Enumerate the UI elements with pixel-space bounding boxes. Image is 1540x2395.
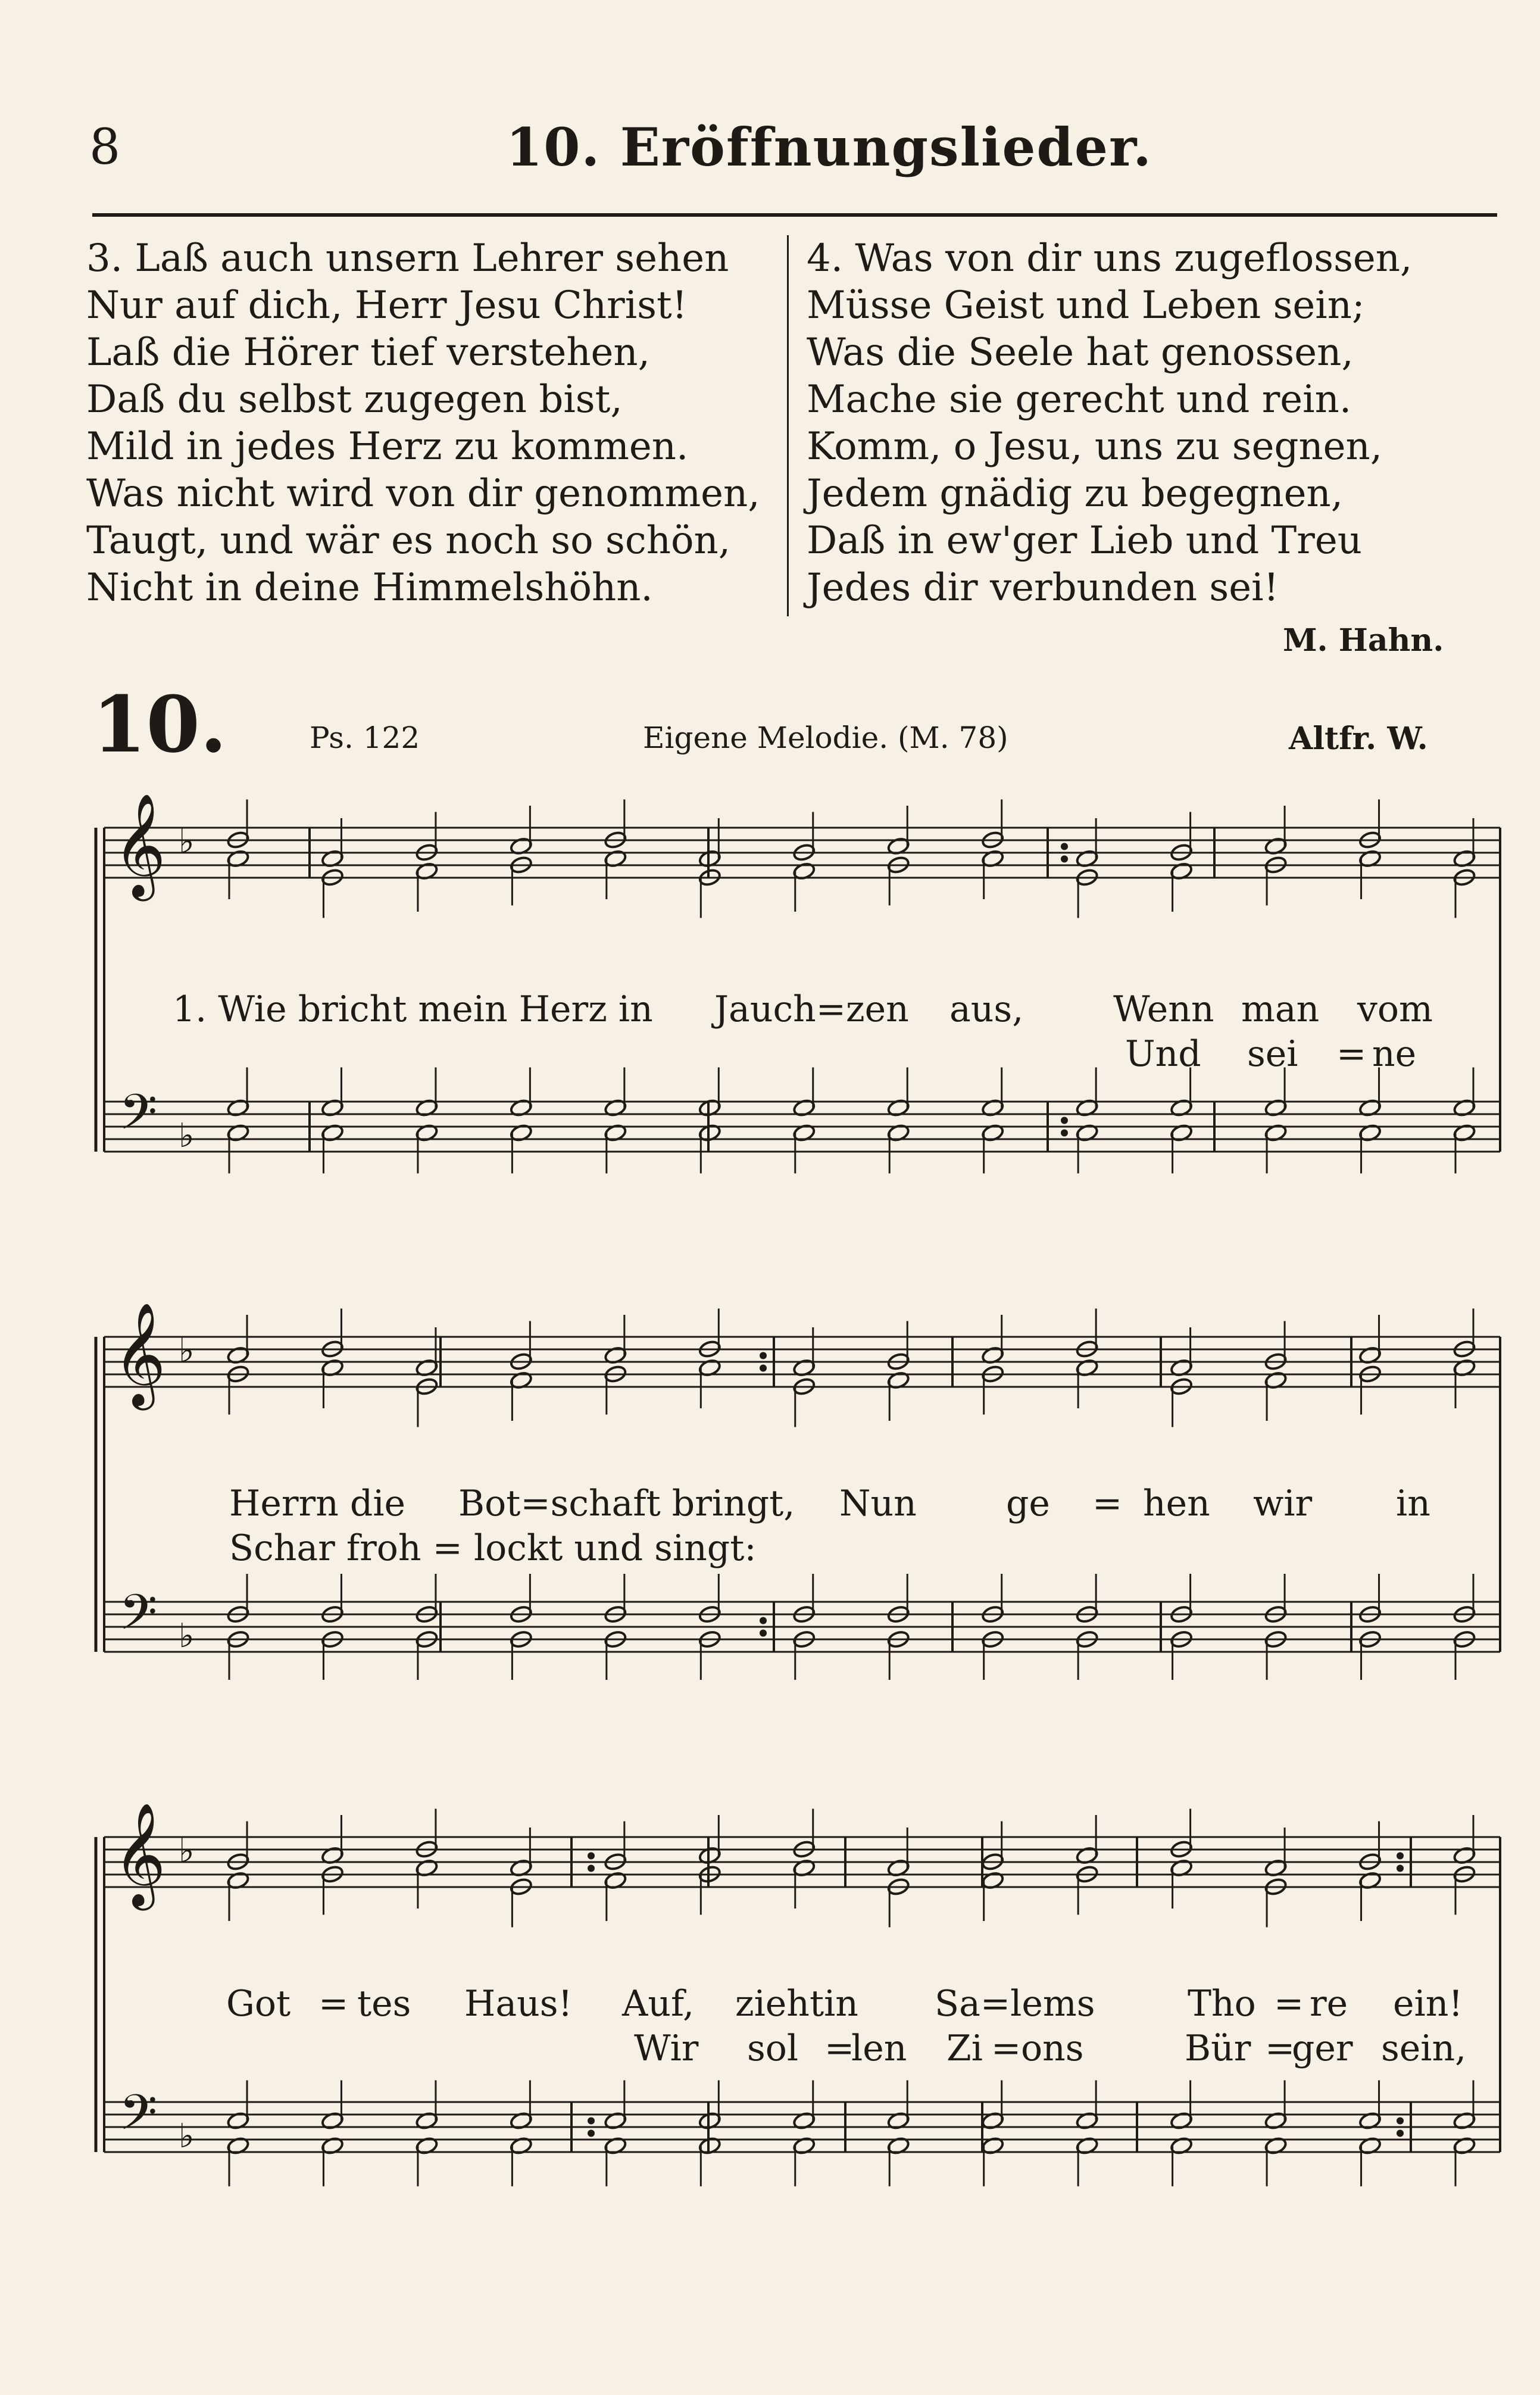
- lyric-syllable: ne: [1372, 1033, 1417, 1075]
- lyric-syllable: Tho: [1188, 1983, 1256, 2025]
- repeat-dot: [1061, 856, 1068, 863]
- flat-sign-icon: ♭: [179, 1117, 195, 1155]
- lyric-syllable: sei: [1247, 1033, 1298, 1075]
- flat-sign-icon: ♭: [179, 1617, 195, 1655]
- verse-line: Jedes dir verbunden sei!: [807, 566, 1279, 610]
- repeat-dot: [760, 1352, 767, 1359]
- lyric-syllable: Got: [226, 1983, 291, 2025]
- treble-clef-icon: 𝄞: [113, 1302, 166, 1406]
- lyric-syllable: Wir: [634, 2028, 699, 2069]
- flat-sign-icon: ♭: [179, 1832, 195, 1870]
- repeat-dot: [760, 1617, 767, 1624]
- lyric-syllable: in: [1396, 1483, 1430, 1524]
- flat-sign-icon: ♭: [179, 1331, 195, 1370]
- lyric-syllable: Bür: [1185, 2028, 1251, 2069]
- lyric-syllable: Bot=schaft bringt,: [458, 1483, 795, 1524]
- repeat-dot: [588, 2130, 595, 2137]
- lyric-syllable: 1. Wie bricht mein Herz in: [173, 988, 653, 1030]
- verse-line: Was die Seele hat genossen,: [807, 330, 1354, 375]
- repeat-dot: [1061, 1117, 1068, 1124]
- repeat-dot: [760, 1365, 767, 1372]
- hymn-number: 10.: [92, 679, 227, 770]
- verse-line: Mache sie gerecht und rein.: [807, 378, 1352, 422]
- verse-line: Nur auf dich, Herr Jesu Christ!: [86, 283, 688, 328]
- verse-line: Was nicht wird von dir genommen,: [86, 472, 760, 516]
- lyric-syllable: =: [1265, 2028, 1295, 2069]
- lyric-syllable: =: [1336, 1033, 1367, 1075]
- lyric-syllable: wir: [1253, 1483, 1313, 1524]
- verse-line: Daß in ew'ger Lieb und Treu: [807, 519, 1362, 563]
- lyric-syllable: sol: [747, 2028, 799, 2069]
- verse-line: Taugt, und wär es noch so schön,: [86, 519, 731, 563]
- lyric-syllable: Und: [1125, 1033, 1201, 1075]
- psalm-reference: Ps. 122: [310, 721, 420, 755]
- bass-clef-icon: 𝄢: [119, 1083, 158, 1153]
- lyric-syllable: Jauch=zen: [714, 988, 909, 1030]
- lyric-syllable: Auf,: [622, 1983, 695, 2025]
- lyric-syllable: Nun: [839, 1483, 917, 1524]
- verse-line: Daß du selbst zugegen bist,: [86, 378, 623, 422]
- lyric-syllable: vom: [1357, 988, 1433, 1030]
- lyric-syllable: =: [1092, 1483, 1123, 1524]
- lyric-syllable: tes: [357, 1983, 411, 2025]
- lyric-syllable: =: [991, 2028, 1022, 2069]
- lyric-syllable: ons: [1021, 2028, 1084, 2069]
- lyric-syllable: Haus!: [464, 1983, 573, 2025]
- lyric-syllable: =: [824, 2028, 855, 2069]
- page-number: 8: [89, 119, 121, 176]
- verse-line: Nicht in deine Himmelshöhn.: [86, 566, 653, 610]
- lyric-syllable: sein,: [1381, 2028, 1467, 2069]
- repeat-dot: [1397, 2118, 1404, 2125]
- lyric-syllable: aus,: [949, 988, 1024, 1030]
- repeat-dot: [760, 1630, 767, 1637]
- lyric-syllable: =: [1274, 1983, 1304, 2025]
- lyric-syllable: ein!: [1393, 1983, 1463, 2025]
- verse-line: Komm, o Jesu, uns zu segnen,: [807, 425, 1383, 469]
- repeat-dot: [1397, 1865, 1404, 1872]
- verse-line: Müsse Geist und Leben sein;: [807, 283, 1365, 328]
- flat-sign-icon: ♭: [179, 2117, 195, 2156]
- lyric-syllable: ge: [1006, 1483, 1050, 1524]
- lyric-syllable: hen: [1143, 1483, 1210, 1524]
- lyric-syllable: Schar froh = lockt und singt:: [229, 1527, 757, 1569]
- repeat-dot: [588, 1853, 595, 1860]
- repeat-dot: [1061, 843, 1068, 850]
- lyric-syllable: Zi: [947, 2028, 983, 2069]
- lyric-syllable: Sa=lems: [935, 1983, 1095, 2025]
- treble-clef-icon: 𝄞: [113, 1803, 166, 1906]
- repeat-dot: [1061, 1130, 1068, 1137]
- repeat-dot: [588, 2118, 595, 2125]
- lyric-syllable: man: [1241, 988, 1320, 1030]
- verse-author: M. Hahn.: [1283, 622, 1444, 659]
- repeat-dot: [588, 1865, 595, 1872]
- lyric-syllable: Herrn die: [229, 1483, 406, 1524]
- lyric-syllable: ziehtin: [735, 1983, 858, 2025]
- verse-line: Mild in jedes Herz zu kommen.: [86, 425, 689, 469]
- verse-line: 4. Was von dir uns zugeflossen,: [807, 236, 1413, 280]
- verse-line: 3. Laß auch unsern Lehrer sehen: [86, 236, 729, 280]
- verse-line: Laß die Hörer tief verstehen,: [86, 330, 650, 375]
- flat-sign-icon: ♭: [179, 822, 195, 861]
- lyric-syllable: =: [318, 1983, 349, 2025]
- composer: Altfr. W.: [1289, 721, 1428, 757]
- lyric-syllable: len: [851, 2028, 907, 2069]
- repeat-dot: [1397, 1853, 1404, 1860]
- lyric-syllable: ger: [1292, 2028, 1353, 2069]
- melody-note: Eigene Melodie. (M. 78): [643, 721, 1008, 755]
- bass-clef-icon: 𝄢: [119, 1583, 158, 1653]
- repeat-dot: [1397, 2130, 1404, 2137]
- treble-clef-icon: 𝄞: [113, 793, 166, 897]
- verse-line: Jedem gnädig zu begegnen,: [807, 472, 1344, 516]
- lyric-syllable: re: [1310, 1983, 1348, 2025]
- running-head: 10. Eröffnungslieder.: [506, 116, 1152, 178]
- lyric-syllable: Wenn: [1113, 988, 1214, 1030]
- bass-clef-icon: 𝄢: [119, 2084, 158, 2153]
